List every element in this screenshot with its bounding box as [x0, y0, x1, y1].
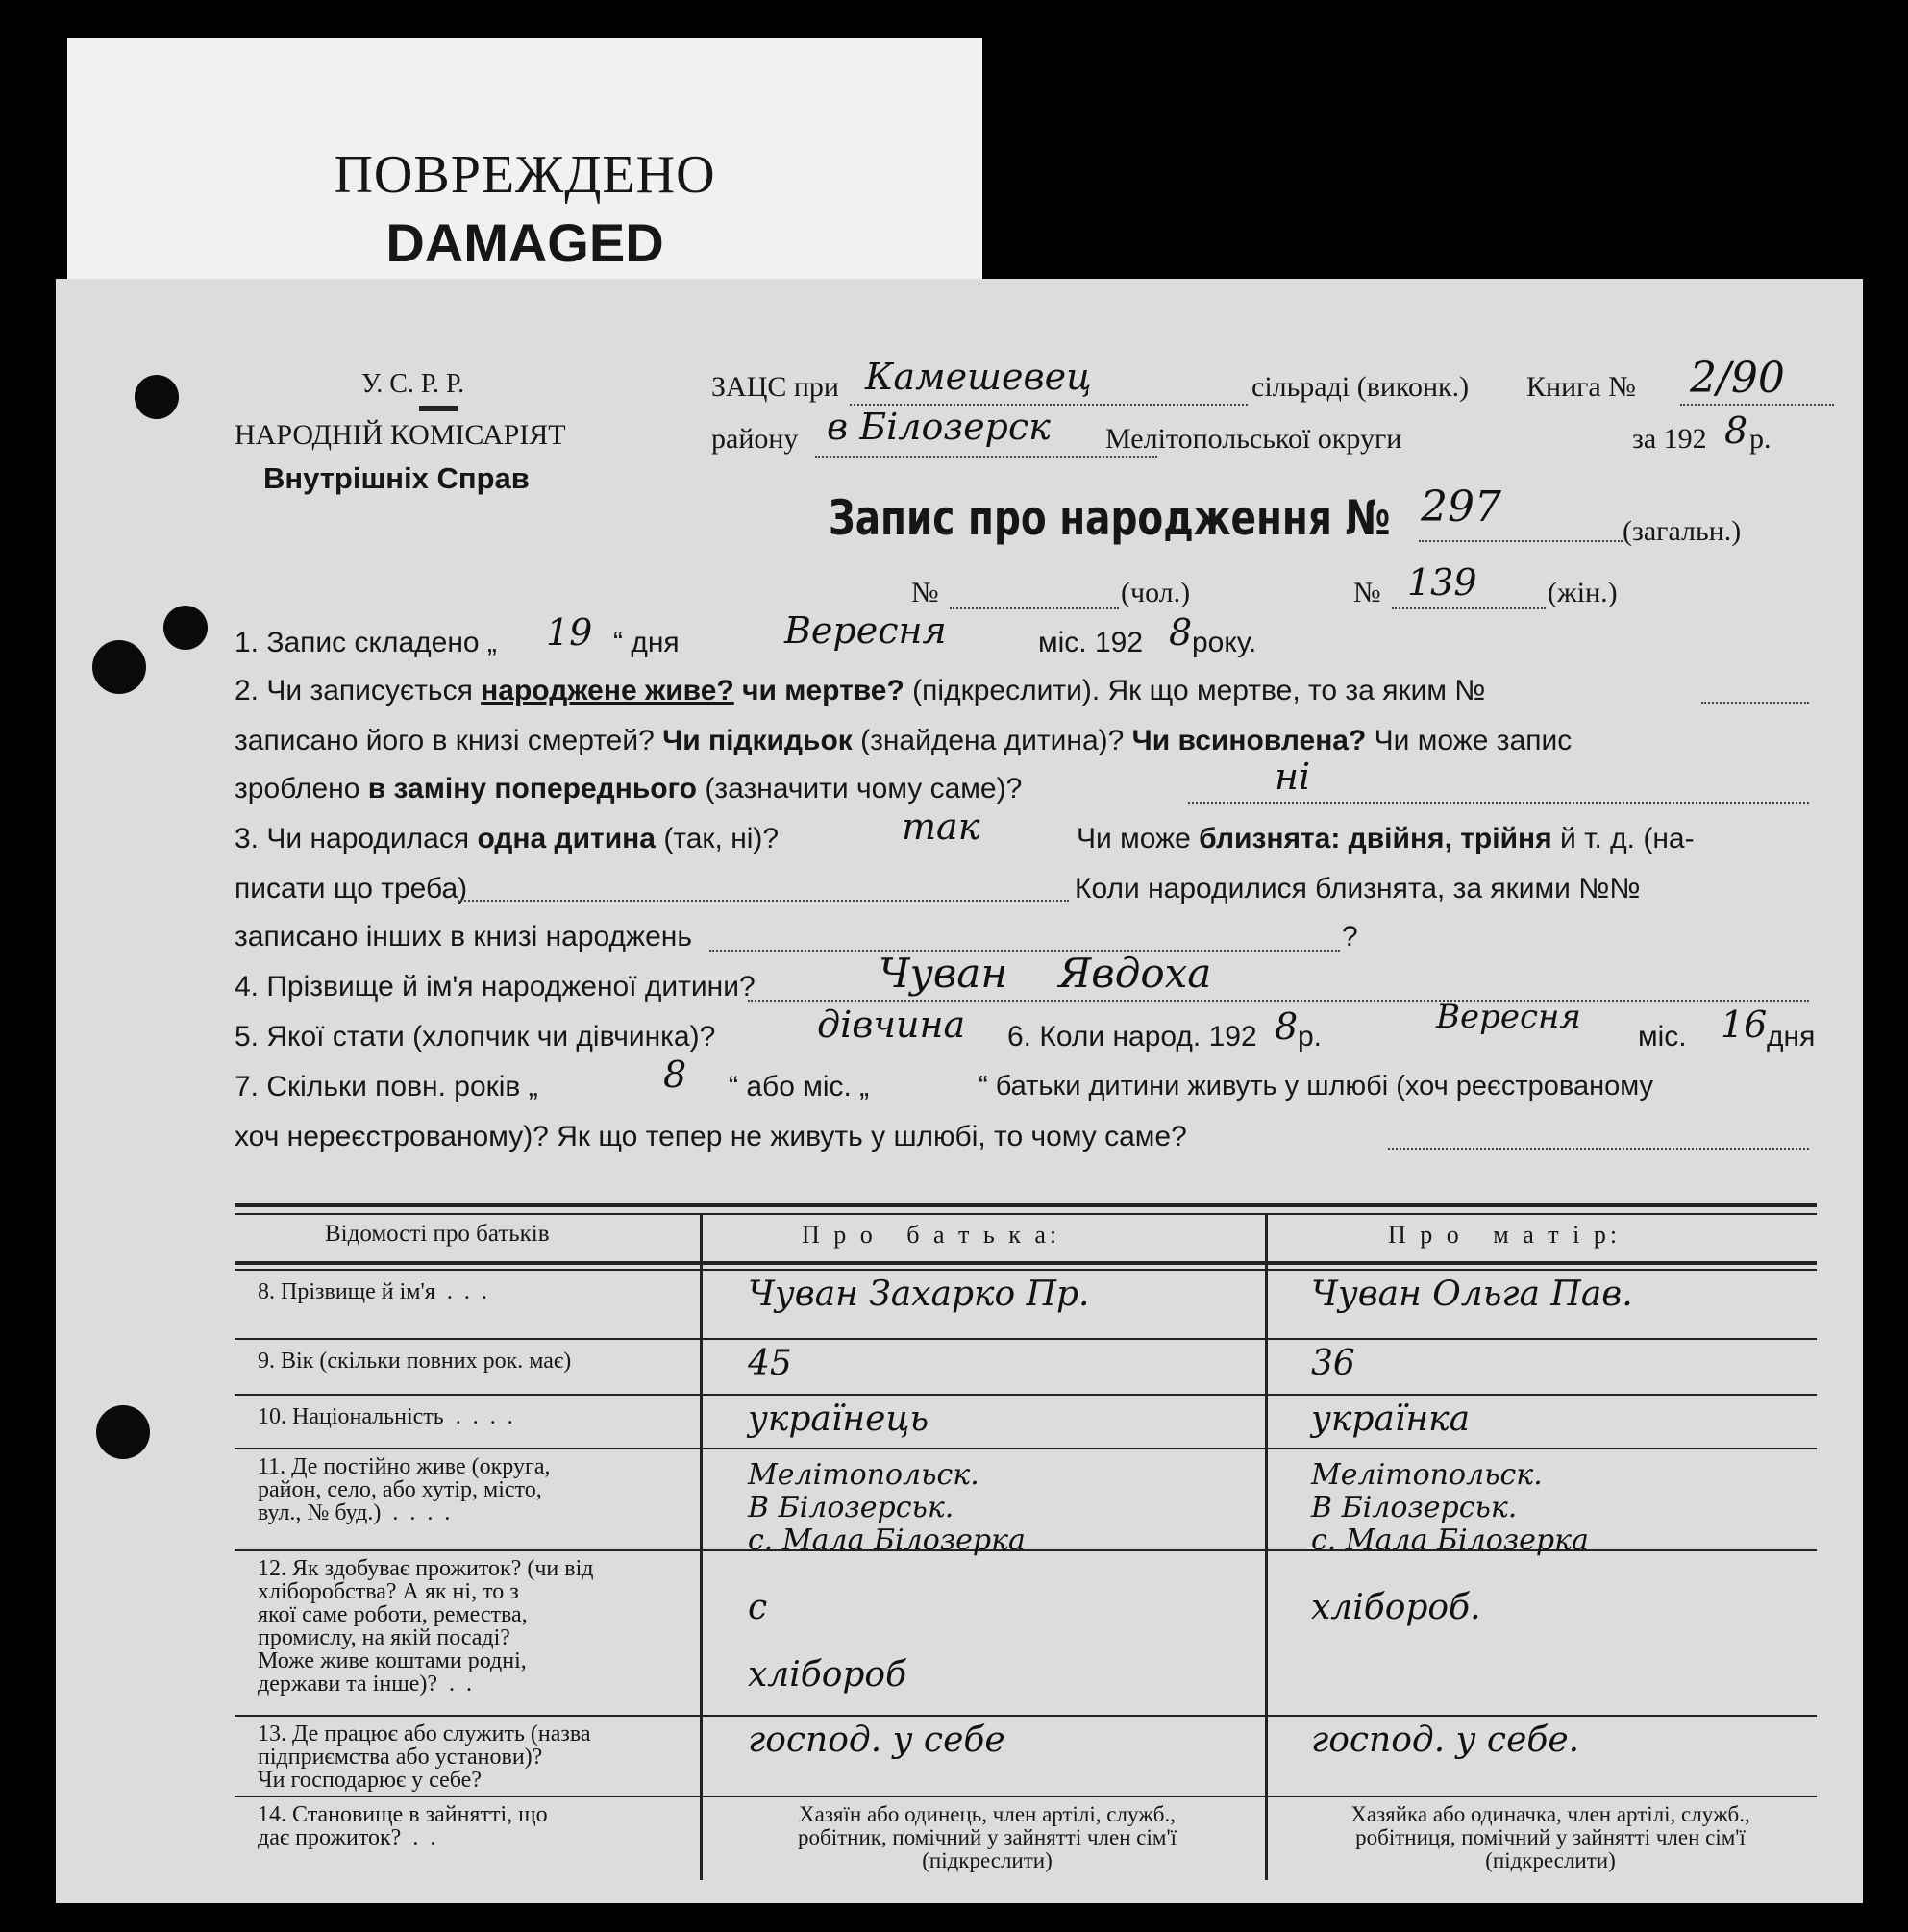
q2-text-4: (знайдена дитина)? [852, 725, 1132, 756]
q3-text-3: Чи може [1077, 823, 1200, 855]
table-cell-mother: хлібороб. [1311, 1588, 1481, 1627]
female-no-line [1392, 607, 1546, 609]
punch-hole [163, 606, 208, 650]
table-cell-mother: Чуван Ольга Пав. [1311, 1275, 1633, 1314]
punch-hole [96, 1405, 150, 1459]
female-suffix: (жін.) [1548, 577, 1618, 608]
table-cell-mother: Хазяйка або одиначка, член артілі, служб., робітниця, помічний у зайнятті член сім'ї (підкреслити) [1350, 1802, 1750, 1872]
q2-text-2: (підкреслити). Як що мертве, то за яким № [904, 675, 1486, 706]
table-cell-father: господ. у себе [748, 1721, 1005, 1760]
q3-line3-b: ? [1342, 921, 1358, 953]
q2-line1 [235, 675, 1485, 707]
q1-month-suffix: міс. 192 [1038, 627, 1144, 658]
year-label: за 192 [1632, 423, 1707, 455]
q6-day-suffix: дня [1767, 1021, 1816, 1053]
female-no-value: 139 [1407, 561, 1477, 604]
okruga-label: Мелітопольської округи [1105, 423, 1402, 455]
raion-label: району [711, 423, 799, 455]
table-row-label: 14. Становище в зайнятті, що дає прожиток? . . [258, 1802, 548, 1850]
q2-line3 [235, 773, 1022, 805]
table-cell-mother: українка [1311, 1399, 1471, 1439]
q2-answer-line [1188, 802, 1809, 804]
q1-year-digit: 8 [1169, 611, 1193, 654]
q3-line1-b [1077, 823, 1695, 855]
q3-line2-fill [458, 900, 1069, 902]
q6-month-suffix: міс. [1638, 1021, 1687, 1053]
table-row-label: 12. Як здобуває прожиток? (чи від хліборобства? А як ні, то з якої саме роботи, ремества, промислу, на якій посаді? Може живе коштами родні, держави та інше)? . . [258, 1556, 594, 1697]
header-dash [419, 406, 458, 411]
table-cell-mother: 36 [1311, 1344, 1355, 1383]
punch-hole [135, 375, 179, 419]
male-no-label: № [911, 577, 939, 608]
header-commissariat: НАРОДНІЙ КОМІСАРІЯТ [235, 419, 566, 451]
damaged-label-card [67, 38, 982, 279]
q4-child-name: Чуван Явдоха [879, 950, 1212, 997]
table-header-info: Відомості про батьків [325, 1221, 550, 1247]
q3-line2-a: писати що треба) [235, 873, 468, 904]
table-row-label: 10. Національність . . . . [258, 1404, 513, 1429]
raion-value: в Білозерск [827, 406, 1051, 448]
table-row-rule [235, 1338, 1817, 1340]
table-cell-father: с хлібороб [748, 1588, 907, 1695]
table-header-mother: П р о м а т і р: [1388, 1221, 1622, 1249]
q3-answer: так [902, 805, 980, 848]
q2-replacement: в заміну попереднього [367, 773, 698, 805]
q2-line2 [235, 725, 1572, 757]
table-header-rule [235, 1261, 1817, 1265]
table-header-rule-2 [235, 1269, 1817, 1271]
header-internal-affairs: Внутрішніх Справ [263, 461, 530, 495]
record-title: Запис про народження № [829, 490, 1391, 546]
table-cell-mother: Мелітопольск. В Білозерськ. с. Мала Білозерка [1311, 1458, 1589, 1557]
table-top-rule [235, 1203, 1817, 1207]
year-value: 8 [1724, 409, 1748, 452]
q2-text-6: зроблено [235, 773, 368, 805]
q1-month: Вересня [784, 609, 947, 652]
q6-year-suffix: р. [1298, 1021, 1323, 1053]
q3-text: 3. Чи народилася [235, 823, 478, 855]
table-cell-father: українець [748, 1399, 929, 1439]
q7-line2-fill [1388, 1148, 1809, 1150]
zags-label: ЗАЦС при [711, 371, 839, 403]
female-no-label: № [1353, 577, 1381, 608]
q6-label: 6. Коли народ. 192 [1007, 1021, 1257, 1053]
zags-suffix: сільраді (виконк.) [1251, 371, 1470, 403]
q4-label: 4. Прізвище й ім'я народженої дитини? [235, 971, 756, 1003]
book-line [1680, 404, 1834, 406]
damaged-label-en: DAMAGED [385, 212, 664, 273]
table-row-label: 11. Де постійно живе (округа, район, село, або хутір, місто, вул., № буд.) . . . . [258, 1454, 551, 1525]
header-ussr: У. С. Р. Р. [361, 369, 465, 399]
q6-year-digit: 8 [1275, 1005, 1299, 1048]
male-suffix: (чол.) [1121, 577, 1191, 608]
q5-sex: дівчина [817, 1003, 966, 1046]
q7-line2: хоч нереєстрованому)? Як що тепер не живуть у шлюбі, то чому саме? [235, 1121, 1187, 1152]
table-row-rule [235, 1715, 1817, 1717]
table-cell-mother: господ. у себе. [1311, 1721, 1580, 1760]
q2-foundling: Чи підкидьок [662, 725, 853, 756]
table-cell-father: Мелітопольск. В Білозерськ. с. Мала Білозерка [748, 1458, 1026, 1557]
punch-hole [92, 640, 146, 694]
zags-value: Камешевец [865, 356, 1092, 398]
table-cell-father: 45 [748, 1344, 792, 1383]
q2-dead: чи мертве? [733, 675, 904, 706]
q7-years: 8 [663, 1053, 687, 1096]
table-cell-father: Хазяїн або одинець, член артілі, служб., робітник, помічний у зайнятті член сім'ї (підкреслити) [798, 1802, 1177, 1872]
q7-label-2: “ або міс. „ [729, 1071, 870, 1102]
q7-label-3: “ батьки дитини живуть у шлюбі (хоч реєстрованому [979, 1071, 1653, 1102]
q6-month: Вересня [1436, 998, 1581, 1036]
q3-single: одна дитина [477, 823, 656, 855]
q3-twins: близнята: двійня, трійня [1199, 823, 1552, 855]
book-label: Книга № [1526, 371, 1636, 403]
q2-line1-fill [1701, 702, 1809, 704]
q2-adopted: Чи всиновлена? [1131, 725, 1367, 756]
q2-text-7: (зазначити чому саме)? [697, 773, 1023, 805]
damaged-label-ua: ПОВРЕЖДЕНО [334, 145, 716, 205]
table-row-label: 9. Вік (скільки повних рок. має) [258, 1349, 572, 1374]
q2-text-3: записано його в книзі смертей? [235, 725, 663, 756]
q1-year-suffix: року. [1192, 627, 1257, 658]
q3-line1-a [235, 823, 779, 855]
table-row-label: 8. Прізвище й ім'я . . . [258, 1279, 487, 1304]
q3-line2-b: Коли народилися близнята, за якими №№ [1075, 873, 1641, 904]
book-value: 2/90 [1690, 354, 1785, 403]
q5-label: 5. Якої стати (хлопчик чи дівчинка)? [235, 1021, 716, 1053]
record-number-suffix: (загальн.) [1623, 515, 1742, 547]
table-row-rule [235, 1796, 1817, 1797]
table-header-father: П р о б а т ь к а: [802, 1221, 1061, 1249]
table-row-rule [235, 1448, 1817, 1449]
q3-line3-a: записано інших в книзі народжень [235, 921, 693, 953]
record-number: 297 [1421, 483, 1501, 532]
q2-answer: ні [1275, 755, 1311, 798]
table-top-rule-2 [235, 1213, 1817, 1215]
q6-day: 16 [1721, 1003, 1768, 1046]
q3-text-2: (так, ні)? [655, 823, 780, 855]
q3-text-4: й т. д. (на- [1551, 823, 1695, 855]
table-row-label: 13. Де працює або служить (назва підприємства або установи)? Чи господарює у себе? [258, 1721, 591, 1793]
title-number-line [1419, 540, 1623, 542]
q1-day-suffix: “ дня [613, 627, 680, 658]
q7-label: 7. Скільки повн. років „ [235, 1071, 538, 1102]
table-col-divider [1265, 1213, 1268, 1880]
table-cell-father: Чуван Захарко Пр. [748, 1275, 1090, 1314]
q2-alive: народжене живе? [481, 675, 734, 706]
table-col-divider [700, 1213, 703, 1880]
q4-line [748, 1000, 1809, 1002]
table-row-rule [235, 1394, 1817, 1396]
q1-day: 19 [546, 611, 593, 654]
q1-text: 1. Запис складено „ [235, 627, 497, 658]
male-no-line [950, 607, 1119, 609]
raion-line [815, 456, 1157, 458]
birth-record-sheet [56, 279, 1863, 1903]
q2-text-5: Чи може запис [1366, 725, 1573, 756]
q2-text: 2. Чи записується [235, 675, 482, 706]
year-suffix: р. [1749, 423, 1772, 455]
